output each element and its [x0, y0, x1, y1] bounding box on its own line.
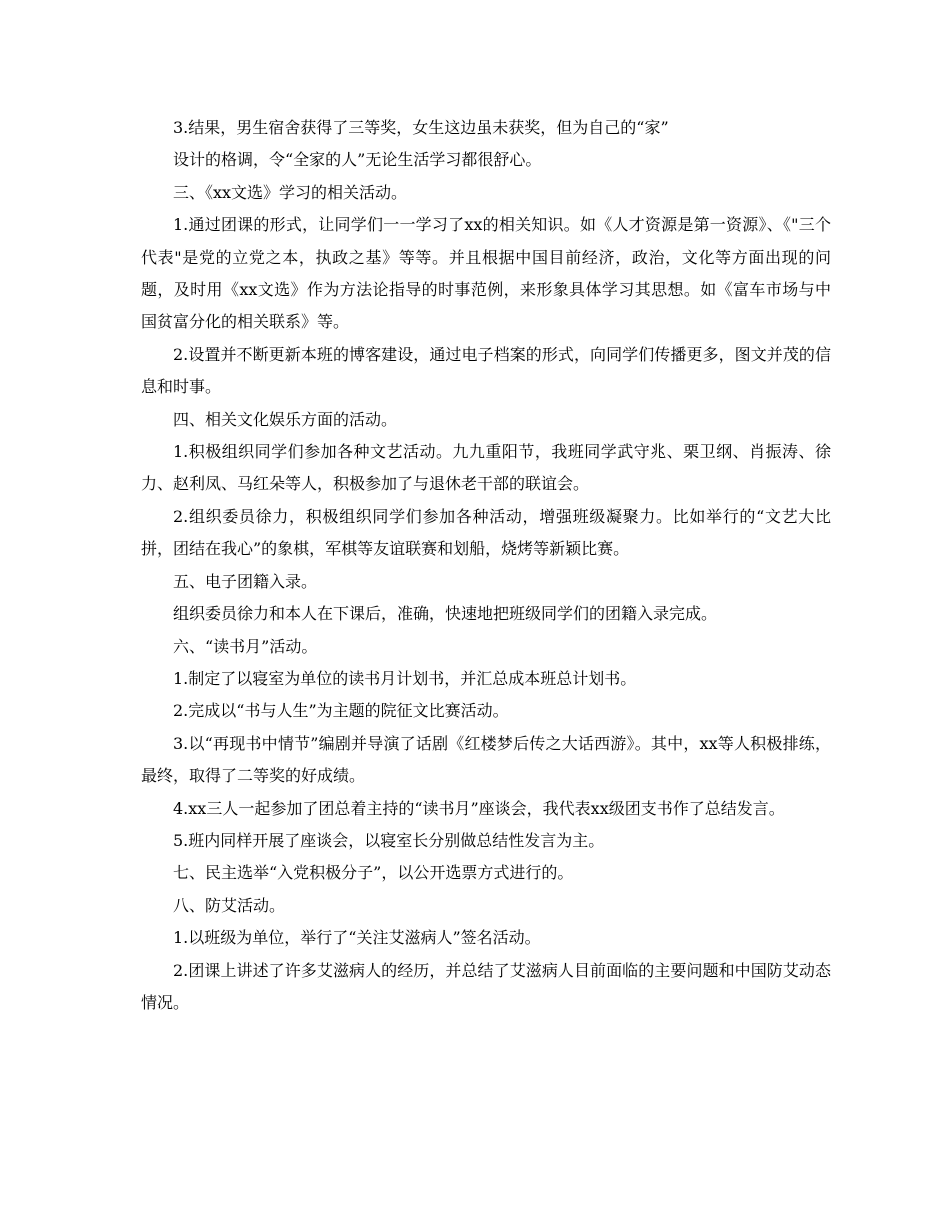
- paragraph: 5.班内同样开展了座谈会，以寝室长分别做总结性发言为主。: [173, 830, 605, 850]
- paragraph: 2.团课上讲述了许多艾滋病人的经历，并总结了艾滋病人目前面临的主要问题和中国防艾动态情况。: [141, 960, 831, 1012]
- paragraph: 2.组织委员徐力，积极组织同学们参加各种活动，增强班级凝聚力。比如举行的“文艺大比拼，团结在我心”的象棋，军棋等友谊联赛和划船，烧烤等新颖比赛。: [141, 506, 831, 559]
- paragraph: 1.积极组织同学们参加各种文艺活动。九九重阳节，我班同学武守兆、栗卫纲、肖振涛、徐力、赵利凤、马红朵等人，积极参加了与退休老干部的联谊会。: [141, 442, 831, 494]
- section-heading: 六、“读书月”活动。: [173, 636, 318, 656]
- document-body: [141, 112, 831, 1019]
- paragraph: 3.以“再现书中情节”编剧并导演了话剧《红楼梦后传之大话西游》。其中，xx等人积极排练，最终，取得了二等奖的好成绩。: [141, 733, 831, 786]
- paragraph: 1.制定了以寝室为单位的读书月计划书，并汇总成本班总计划书。: [173, 668, 637, 688]
- paragraph: 2.完成以“书与人生”为主题的院征文比赛活动。: [173, 701, 509, 721]
- section-heading: 七、民主选举“入党积极分子”，以公开选票方式进行的。: [173, 863, 574, 883]
- section-heading: 三、《xx文选》学习的相关活动。: [173, 182, 408, 202]
- section-heading: 五、电子团籍入录。: [173, 571, 318, 591]
- paragraph: 1.通过团课的形式，让同学们一一学习了xx的相关知识。如《人才资源是第一资源》、《"三个代表"是党的立党之本，执政之基》等等。并且根据中国目前经济，政治，文化等方面出现的问题，及时用《xx文选》作为方法论指导的时事范例，来形象具体学习其思想。如《富车市场与中国贫富分化的相关联系》等。: [141, 215, 831, 332]
- paragraph: 2.设置并不断更新本班的博客建设，通过电子档案的形式，向同学们传播更多，图文并茂的信息和时事。: [141, 344, 831, 397]
- paragraph: 3.结果，男生宿舍获得了三等奖，女生这边虽未获奖，但为自己的“家”: [173, 118, 669, 137]
- paragraph: 1.以班级为单位，举行了“关注艾滋病人”签名活动。: [173, 928, 541, 948]
- paragraph: 设计的格调，令“全家的人”无论生活学习都很舒心。: [173, 150, 542, 170]
- paragraph: 组织委员徐力和本人在下课后，准确，快速地把班级同学们的团籍入录完成。: [173, 604, 718, 624]
- section-heading: 四、相关文化娱乐方面的活动。: [173, 409, 398, 429]
- section-heading: 八、防艾活动。: [173, 895, 286, 915]
- paragraph: 4.xx三人一起参加了团总着主持的“读书月”座谈会，我代表xx级团支书作了总结发言。: [173, 798, 785, 818]
